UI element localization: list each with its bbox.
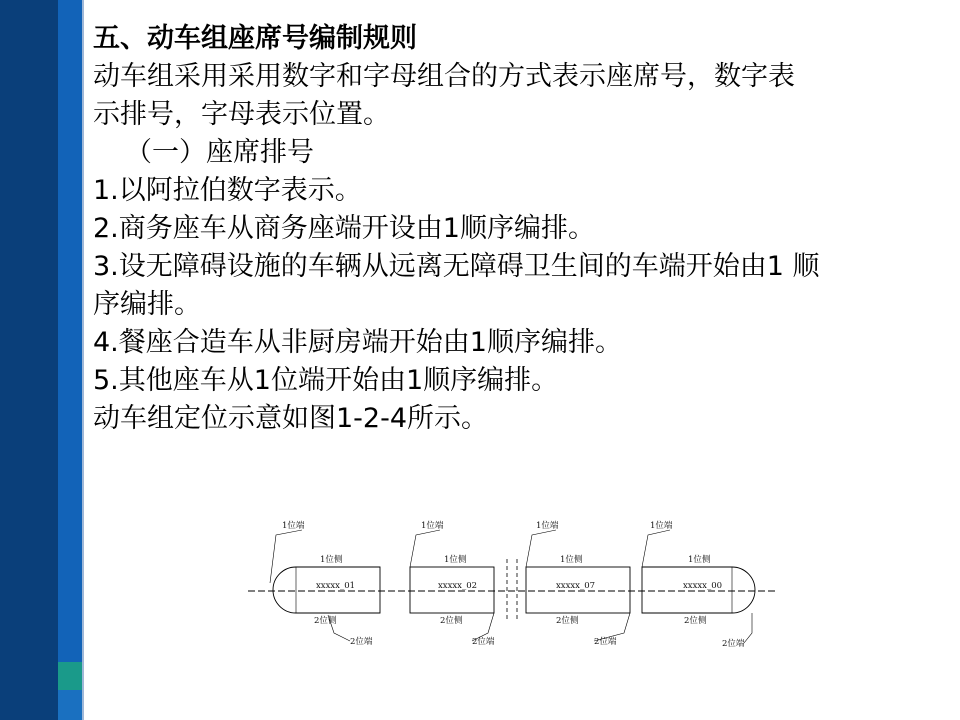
- side2-label: 2位侧: [684, 616, 707, 626]
- accent-square-teal: [58, 662, 82, 690]
- end1-leader: [410, 530, 440, 567]
- body-line: 示排号，字母表示位置。: [93, 99, 390, 130]
- end2-label: 2位端: [472, 637, 495, 647]
- car-07: [526, 520, 630, 647]
- rule-item: 5.其他座车从1位端开始由1顺序编排。: [93, 365, 559, 396]
- rule-item: 2.商务座车从商务座端开设由1顺序编排。: [93, 213, 595, 244]
- figure-reference: 动车组定位示意如图1-2-4所示。: [93, 403, 489, 434]
- slide-title: 五、动车组座席号编制规则: [93, 23, 417, 54]
- side2-label: 2位侧: [440, 616, 463, 626]
- end2-leader: [744, 613, 752, 643]
- side1-label: 1位侧: [560, 555, 583, 565]
- slide-content: [93, 20, 953, 438]
- car-00: [642, 520, 755, 649]
- car-label: xxxxx_02: [438, 581, 478, 591]
- rule-item: 4.餐座合造车从非厨房端开始由1顺序编排。: [93, 327, 622, 358]
- end2-label: 2位端: [350, 637, 373, 647]
- sidebar-separator: [82, 0, 84, 720]
- car-label: xxxxx_07: [556, 581, 596, 591]
- car-02: [410, 520, 495, 647]
- end1-leader: [642, 530, 670, 567]
- accent-square-blue: [58, 690, 82, 720]
- end2-label: 2位端: [722, 639, 745, 649]
- sidebar-stripe: [58, 0, 82, 720]
- body-line: 动车组采用采用数字和字母组合的方式表示座席号，数字表: [93, 61, 795, 92]
- car-label: xxxxx_01: [316, 581, 356, 591]
- side2-label: 2位侧: [556, 616, 579, 626]
- end1-leader: [270, 530, 302, 583]
- side1-label: 1位侧: [688, 555, 711, 565]
- side1-label: 1位侧: [320, 555, 343, 565]
- section-heading: （一）座席排号: [125, 137, 314, 168]
- end1-leader: [526, 530, 556, 567]
- rule-item-continuation: 序编排。: [93, 289, 201, 320]
- rule-item: 1.以阿拉伯数字表示。: [93, 175, 362, 206]
- end1-label: 1位端: [536, 521, 559, 531]
- side1-label: 1位侧: [444, 555, 467, 565]
- end1-label: 1位端: [650, 521, 673, 531]
- car-label: xxxxx_00: [683, 581, 723, 591]
- end1-label: 1位端: [421, 521, 444, 531]
- side2-label: 2位侧: [314, 616, 337, 626]
- train-position-diagram: [238, 515, 778, 657]
- rule-item: 3.设无障碍设施的车辆从远离无障碍卫生间的车端开始由1 顺: [93, 251, 820, 282]
- end1-label: 1位端: [282, 521, 305, 531]
- end2-label: 2位端: [594, 637, 617, 647]
- car-01: [270, 520, 380, 647]
- sidebar-dark-band: [0, 0, 58, 720]
